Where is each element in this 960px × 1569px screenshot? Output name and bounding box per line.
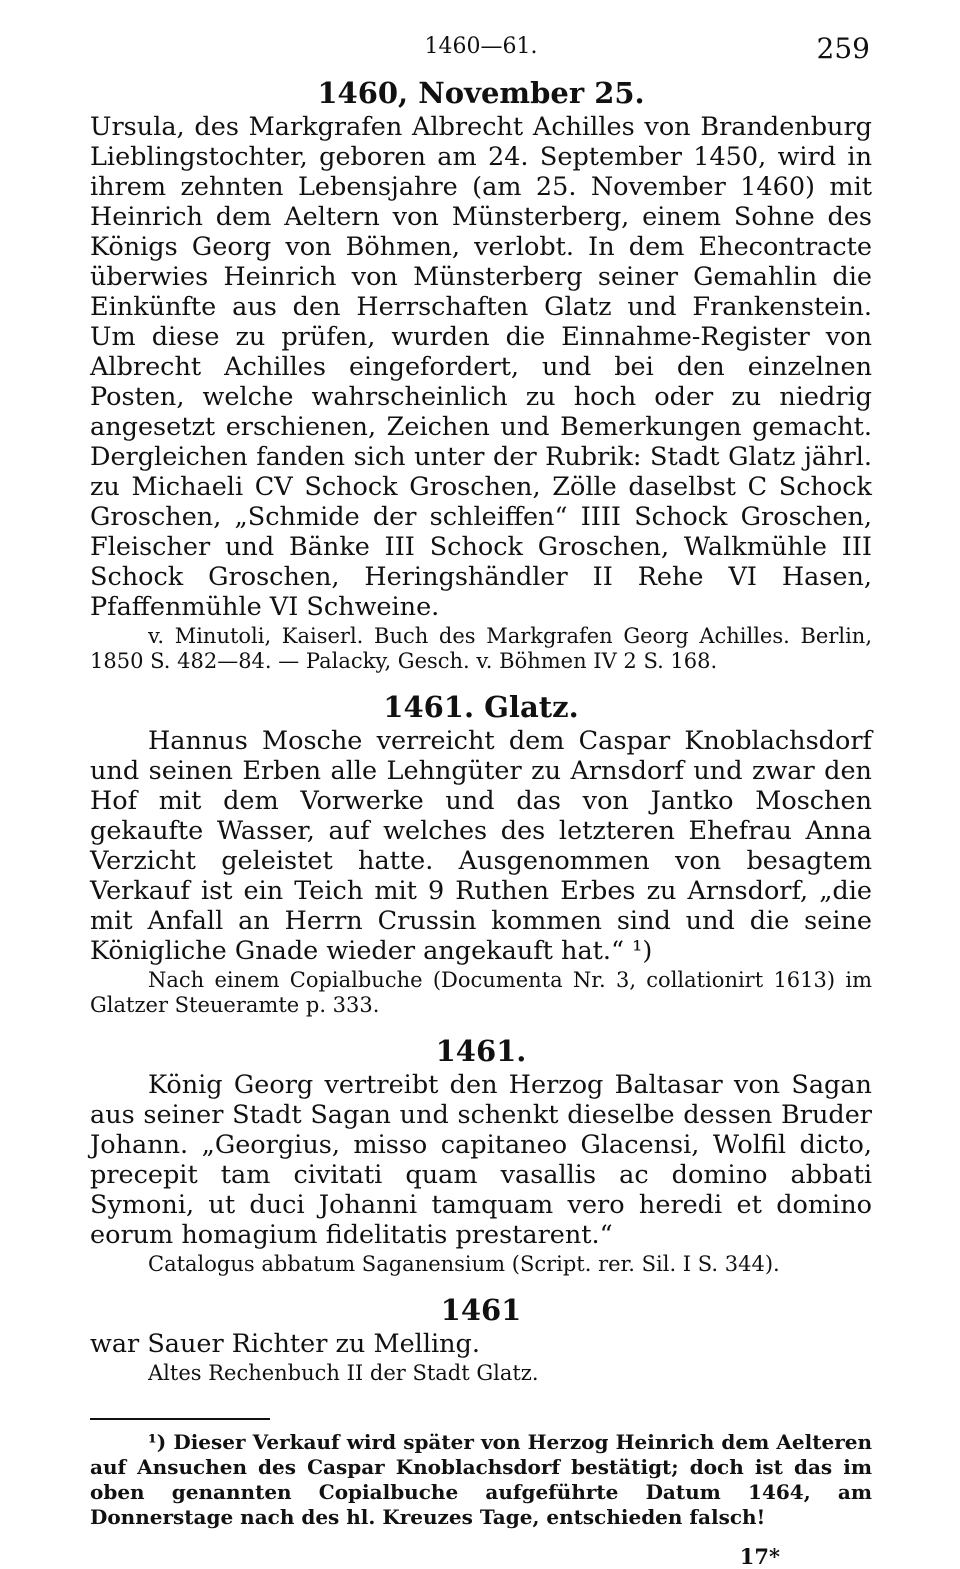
page-number: 259 xyxy=(816,32,870,65)
entry-title: 1461 xyxy=(440,1293,522,1327)
entry-1460-november-25 xyxy=(90,76,872,674)
document-page xyxy=(90,30,872,1569)
entry-title: 1460, November 25. xyxy=(317,76,645,110)
entry-text: war Sauer Richter zu Melling. xyxy=(90,1329,480,1359)
entry-source: Altes Rechenbuch II der Stadt Glatz. xyxy=(148,1361,539,1385)
entry-1461-melling xyxy=(90,1293,872,1386)
entry-text: Ursula, des Markgrafen Albrecht Achilles von Brandenburg Lieblingstochter, geboren am 24. September 1450, wird in ihrem zehnten Lebensjahre (am 25. November 1460) mit Heinrich dem Aeltern von Münsterberg, einem Sohne des Königs Georg von Böhmen, verlobt. In dem Ehecontracte überwies Heinrich von Münsterberg seiner Gemahlin die Einkünfte aus den Herrschaften Glatz und Frankenstein. Um diese zu prüfen, wurden die Einnahme-Register von Albrecht Achilles eingefordert, und bei den einzelnen Posten, welche wahrscheinlich zu hoch oder zu niedrig angesetzt erschienen, Zeichen und Bemerkungen gemacht. Dergleichen fanden sich unter der Rubrik: Stadt Glatz jährl. zu Michaeli CV Schock Groschen, Zölle daselbst C Schock Groschen, „Schmide der schleiffen“ IIII Schock Groschen, Fleischer und Bänke III Schock Groschen, Walkmühle III Schock Groschen, Heringshändler II Rehe VI Hasen, Pfaffenmühle VI Schweine. xyxy=(90,112,872,622)
entry-text: Hannus Mosche verreicht dem Caspar Knoblachsdorf und seinen Erben alle Lehngüter zu Arnsdorf und zwar den Hof mit dem Vorwerke und das von Jantko Moschen gekaufte Wasser, auf welches des letzteren Ehefrau Anna Verzicht geleistet hatte. Ausgenommen von besagtem Verkauf ist ein Teich mit 9 Ruthen Erbes zu Arnsdorf, „die mit Anfall an Herrn Crussin kommen sind und die seine Königliche Gnade wieder angekauft hat.“ ¹) xyxy=(90,726,872,966)
entry-title: 1461. Glatz. xyxy=(383,690,579,724)
entry-source: v. Minutoli, Kaiserl. Buch des Markgrafen Georg Achilles. Berlin, 1850 S. 482—84. — Palacky, Gesch. v. Böhmen IV 2 S. 168. xyxy=(90,624,872,673)
footnote: ¹) Dieser Verkauf wird später von Herzog Heinrich dem Aelteren auf Ansuchen des Caspar Knoblachsdorf bestätigt; doch ist das im oben genannten Copialbuche aufgeführte Datum 1464, am Donnerstage nach des hl. Kreuzes Tage, entschieden falsch! xyxy=(90,1430,872,1529)
entry-source: Nach einem Copialbuche (Documenta Nr. 3, collationirt 1613) im Glatzer Steueramte p. 333. xyxy=(90,968,872,1017)
entry-title: 1461. xyxy=(435,1034,527,1068)
entry-1461-glatz xyxy=(90,690,872,1018)
entry-text: König Georg vertreibt den Herzog Baltasar von Sagan aus seiner Stadt Sagan und schenkt dieselbe dessen Bruder Johann. „Georgius, misso capitaneo Glacensi, Wolfil dicto, precepit tam civitati quam vasallis ac domino abbati Symoni, ut duci Johanni tamquam vero heredi et domino eorum homagium fidelitatis prestarent.“ xyxy=(90,1070,872,1250)
sheet-signature: 17* xyxy=(739,1544,780,1569)
entry-source: Catalogus abbatum Saganensium (Script. rer. Sil. I S. 344). xyxy=(148,1252,780,1276)
footnote-divider xyxy=(90,1418,270,1420)
page-header xyxy=(90,30,872,70)
running-title: 1460—61. xyxy=(424,34,538,59)
entry-1461-sagan xyxy=(90,1034,872,1277)
